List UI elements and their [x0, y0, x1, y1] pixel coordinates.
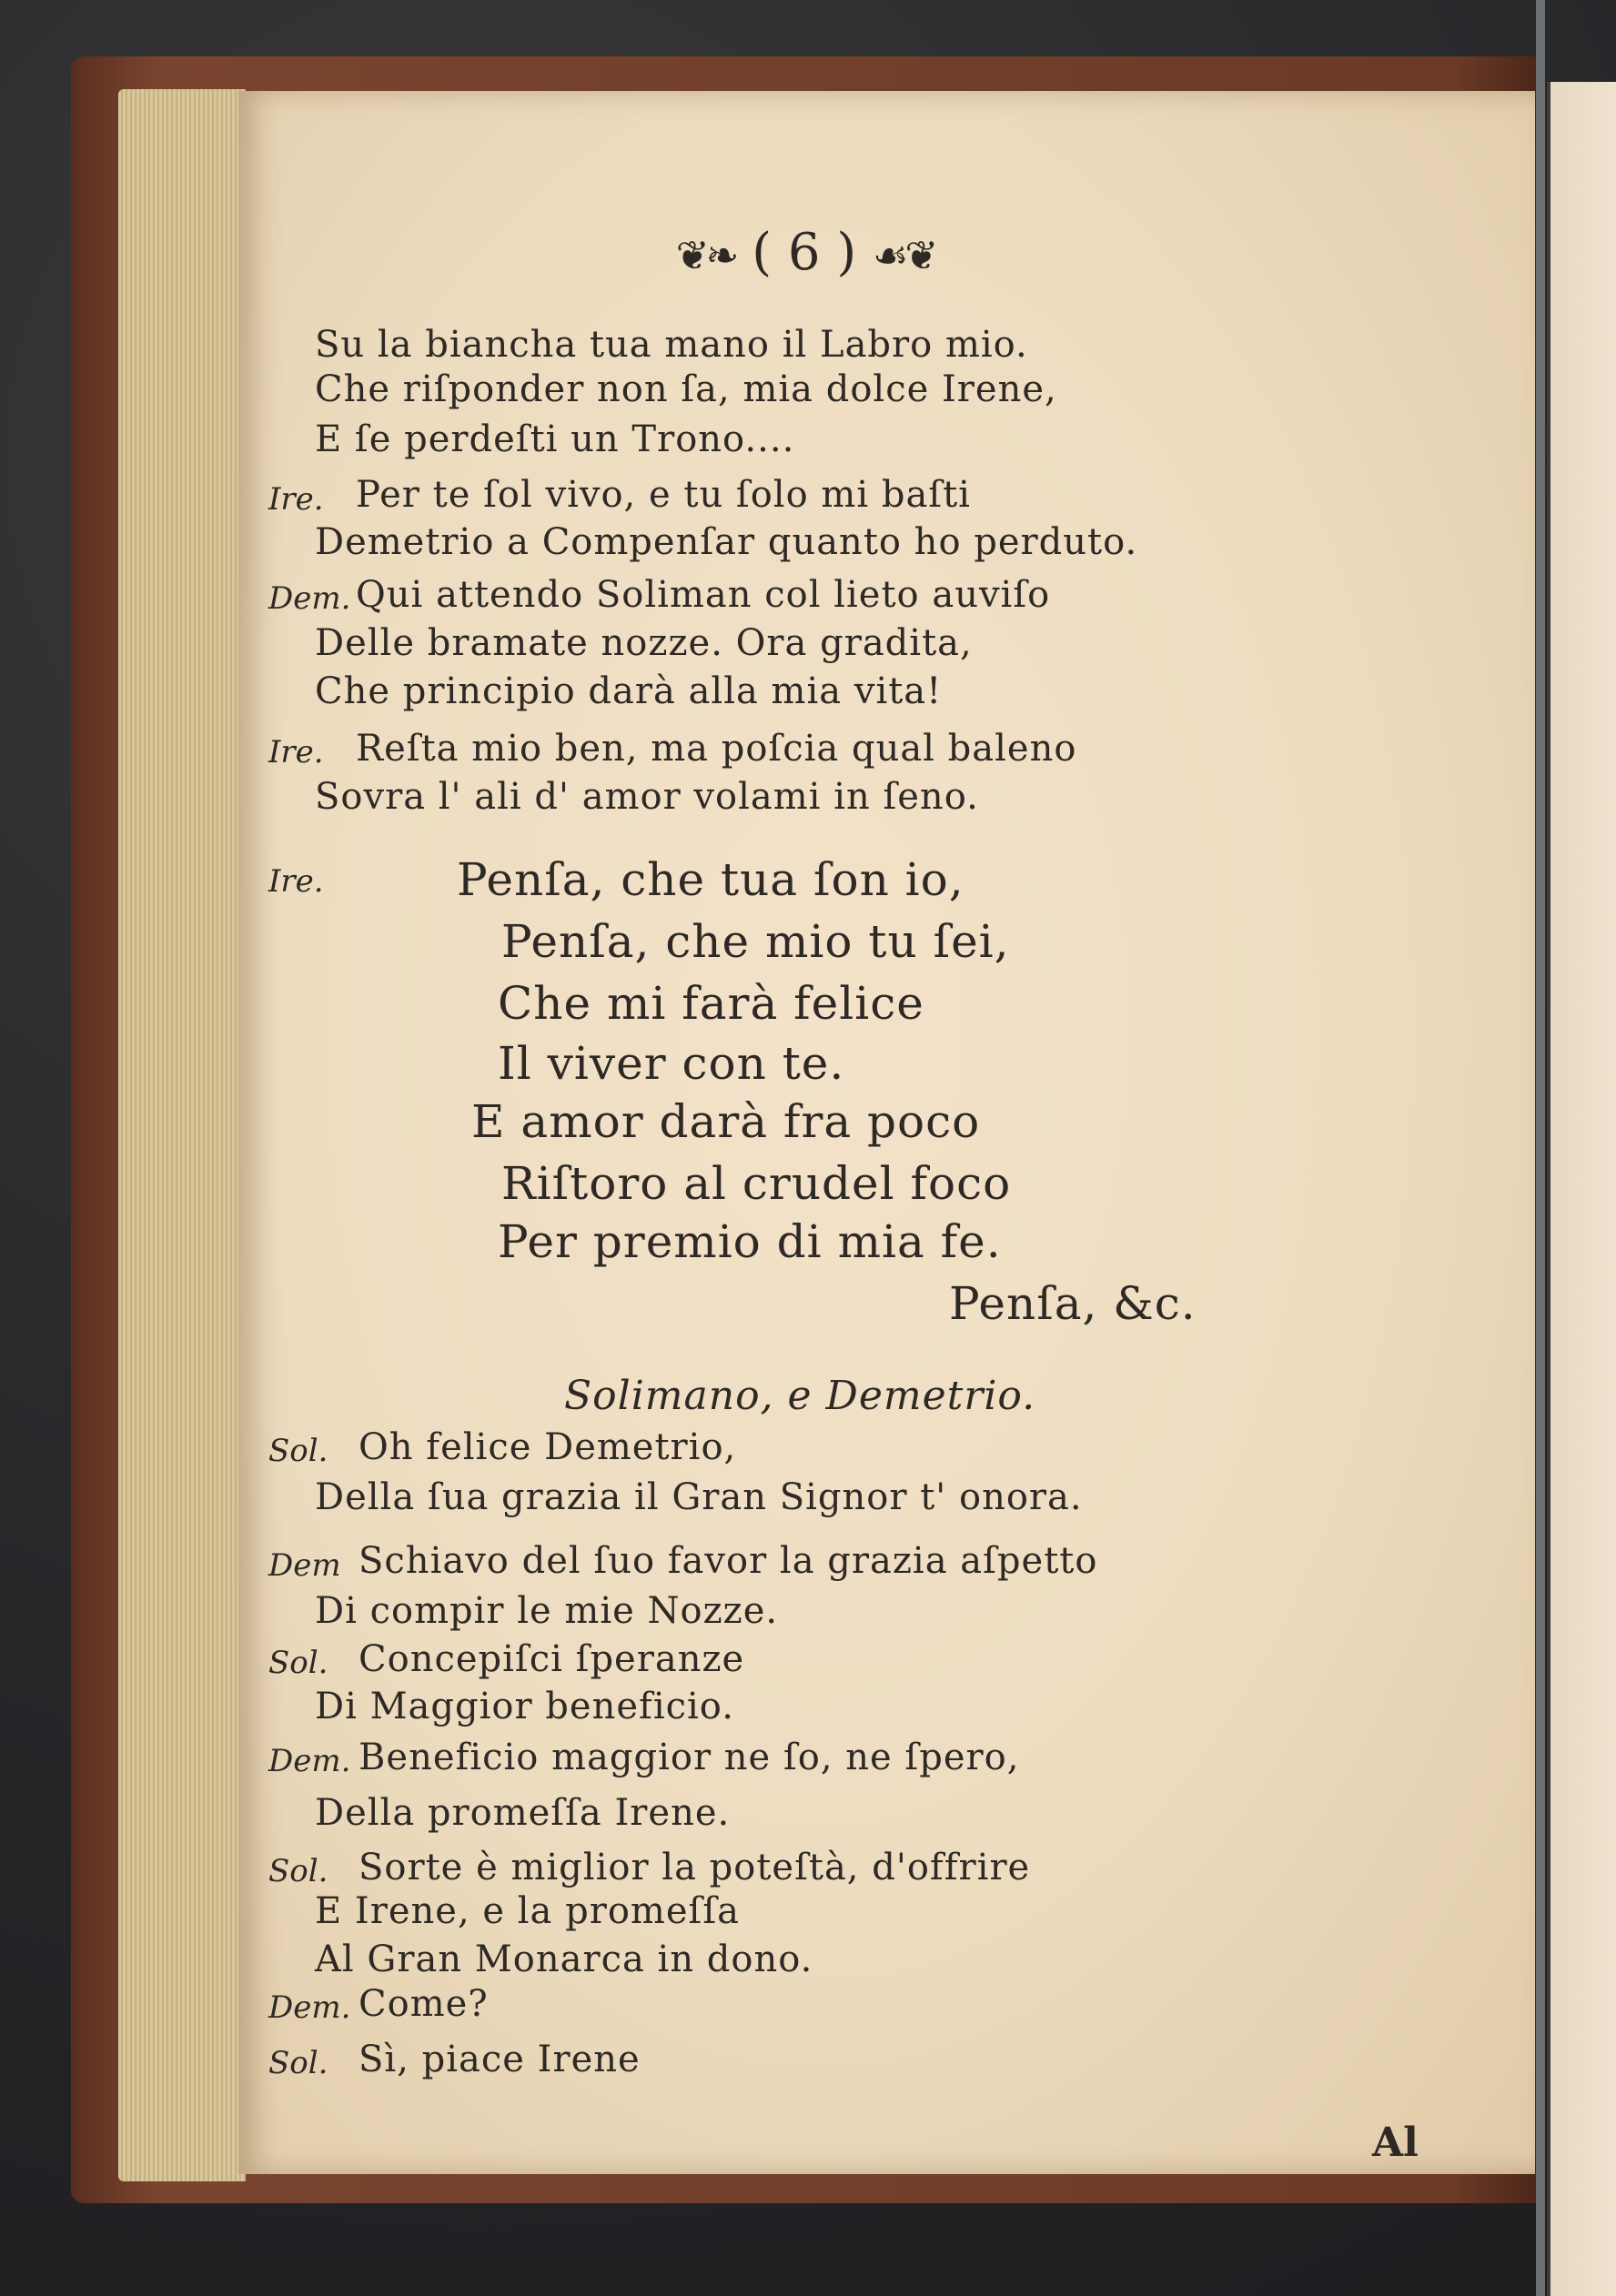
facing-page: [1547, 82, 1616, 2296]
dialogue-line: Della ſua grazia il Gran Signor t' onora.: [315, 1476, 1083, 1518]
ornament-right-icon: ☙❦: [872, 233, 935, 279]
verse-line: Delle bramate nozze. Ora gradita,: [315, 622, 973, 664]
verse-line: Sovra l' ali d' amor volami in ſeno.: [315, 776, 979, 818]
speaker-label: Ire.: [268, 734, 324, 770]
speaker-label: Dem.: [268, 1989, 351, 2026]
dialogue-line: Di Maggior beneficio.: [315, 1686, 734, 1727]
aria-line: Riſtoro al crudel foco: [501, 1157, 1012, 1210]
dialogue-line: Della promeſſa Irene.: [315, 1792, 731, 1834]
dialogue-line: Sorte è miglior la poteſtà, d'offrire: [359, 1847, 1031, 1888]
aria-line: Penſa, che tua ſon io,: [457, 853, 965, 906]
verse-line: E ſe perdeſti un Trono....: [315, 418, 795, 460]
speaker-label: Sol.: [268, 1433, 328, 1469]
aria-line: Che mi farà felice: [498, 977, 924, 1030]
scanner-divider: [1536, 0, 1545, 2296]
catchword: Al: [1372, 2120, 1419, 2166]
speaker-label: Dem.: [268, 580, 351, 617]
speaker-label: Dem: [268, 1547, 341, 1584]
verse-line: Demetrio a Compenſar quanto ho perduto.: [315, 521, 1138, 563]
verse-line: Per te ſol vivo, e tu ſolo mi baſti: [356, 474, 971, 516]
dialogue-line: Beneficio maggior ne ſo, ne ſpero,: [359, 1737, 1020, 1778]
speaker-label: Sol.: [268, 1853, 328, 1889]
page-number: ( 6 ): [752, 223, 857, 282]
ornament-left-icon: ❦❧: [675, 233, 736, 279]
dialogue-line: Di compir le mie Nozze.: [315, 1590, 779, 1632]
verse-line: Che riſponder non ſa, mia dolce Irene,: [315, 368, 1057, 410]
speaker-label: Ire.: [268, 481, 324, 518]
page-edges: [118, 89, 246, 2181]
speaker-label: Sol.: [268, 1645, 328, 1681]
speaker-label: Dem.: [268, 1743, 351, 1779]
verse-line: Che principio darà alla mia vita!: [315, 670, 943, 712]
dialogue-line: Al Gran Monarca in dono.: [315, 1939, 813, 1980]
aria-line: Il viver con te.: [498, 1037, 845, 1090]
speaker-label: Sol.: [268, 2045, 328, 2081]
verse-line: Su la biancha tua mano il Labro mio.: [315, 324, 1028, 366]
aria-line: Per premio di mia fe.: [498, 1215, 1002, 1268]
dialogue-line: E Irene, e la promeſſa: [315, 1890, 740, 1932]
page-header: [601, 223, 1010, 282]
scene-heading: Solimano, e Demetrio.: [564, 1373, 1036, 1419]
verse-line: Reſta mio ben, ma poſcia qual baleno: [356, 728, 1077, 770]
dialogue-line: Schiavo del ſuo favor la grazia aſpetto: [359, 1540, 1098, 1582]
dialogue-line: Concepiſci ſperanze: [359, 1638, 745, 1680]
aria-line: Penſa, &c.: [949, 1277, 1197, 1330]
verse-line: Qui attendo Soliman col lieto auviſo: [356, 574, 1051, 616]
speaker-label: Ire.: [268, 863, 324, 900]
aria-line: Penſa, che mio tu ſei,: [501, 915, 1010, 968]
dialogue-line: Come?: [359, 1983, 489, 2025]
dialogue-line: Oh felice Demetrio,: [359, 1426, 737, 1468]
aria-line: E amor darà fra poco: [471, 1095, 981, 1148]
dialogue-line: Sì, piace Irene: [359, 2039, 641, 2080]
